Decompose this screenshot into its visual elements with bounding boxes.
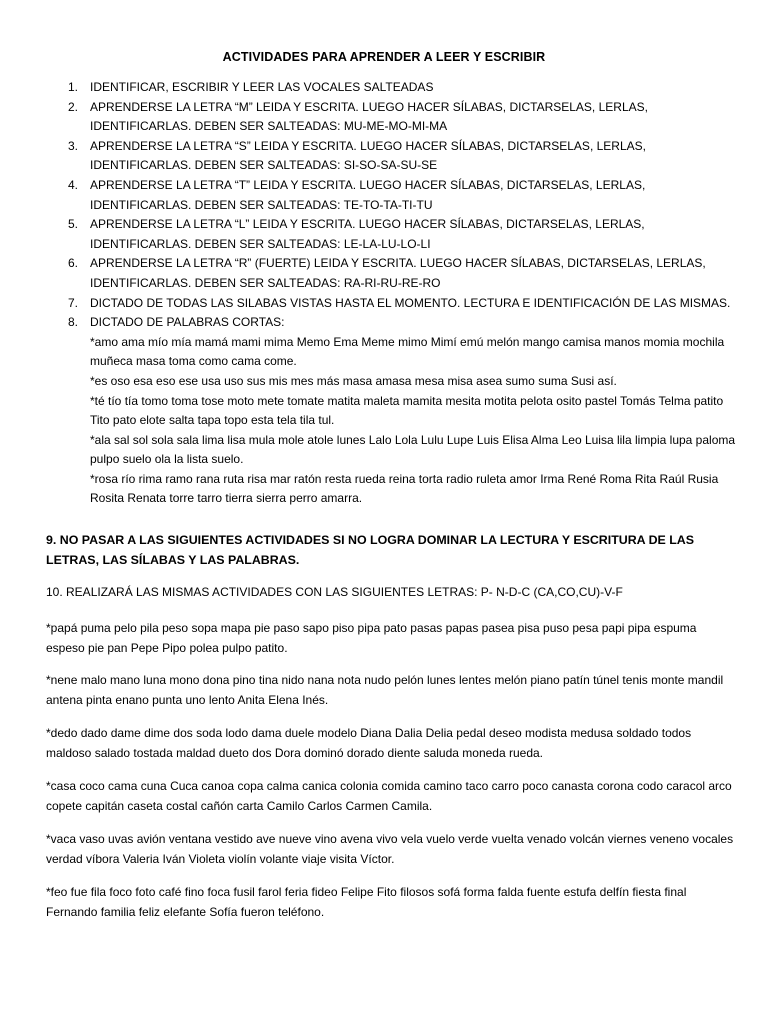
list-item — [62, 215, 742, 254]
item-text: DICTADO DE PALABRAS CORTAS: — [90, 315, 285, 330]
item-text: APRENDERSE LA LETRA “M” LEIDA Y ESCRITA. LUEGO HACER SÍLABAS, DICTARSELAS, LERLAS, IDENTIFICARLAS. DEBEN SER SALTEADAS: MU-ME-MO-MI-MA — [90, 99, 648, 134]
word-paragraph-v: *vaca vaso uvas avión ventana vestido ave nueve vino avena vivo vela vuelo verde vuelta venado volcán viernes veneno vocales verdad víbora Valeria Iván Violeta violín volante viaje visita Víctor. — [46, 832, 734, 866]
instruction-point-10: 10. REALIZARÁ LAS MISMAS ACTIVIDADES CON LAS SIGUIENTES LETRAS: P- N-D-C (CA,CO,CU)-V-F — [46, 585, 623, 599]
item-number: 4. — [68, 177, 79, 192]
item-text: APRENDERSE LA LETRA “T” LEIDA Y ESCRITA. LUEGO HACER SÍLABAS, DICTARSELAS, LERLAS, IDENTIFICARLAS. DEBEN SER SALTEADAS: TE-TO-TA-TI-TU — [90, 177, 646, 212]
word-group: *amo ama mío mía mamá mami mima Memo Ema Meme mimo Mimí emú melón mango camisa manos momia mochila muñeca masa toma como cama come. — [90, 334, 725, 369]
item-number: 5. — [68, 217, 79, 232]
item-number: 2. — [68, 99, 79, 114]
activities-list — [62, 78, 742, 509]
item-text: IDENTIFICAR, ESCRIBIR Y LEER LAS VOCALES SALTEADAS — [90, 80, 434, 94]
word-group: *es oso esa eso ese usa uso sus mis mes más masa amasa mesa misa asea sumo suma Susi así. — [90, 373, 617, 388]
list-item — [62, 98, 742, 137]
list-item — [62, 78, 742, 98]
word-group: *ala sal sol sola sala lima lisa mula mole atole lunes Lalo Lola Lulu Lupe Luis Elisa Alma Leo Luisa lila limpia lupa paloma pulpo suelo ola la lista suelo. — [90, 432, 736, 467]
item-text: APRENDERSE LA LETRA “S” LEIDA Y ESCRITA. LUEGO HACER SÍLABAS, DICTARSELAS, LERLAS, IDENTIFICARLAS. DEBEN SER SALTEADAS: SI-SO-SA-SU-SE — [90, 138, 646, 173]
word-paragraph-d: *dedo dado dame dime dos soda lodo dama duele modelo Diana Dalia Delia pedal deseo modista medusa soldado todos maldoso salado tostada maldad dueto dos Dora dominó dorado diente saluda moneda rueda. — [46, 726, 692, 760]
document-title: ACTIVIDADES PARA APRENDER A LEER Y ESCRIBIR — [222, 50, 546, 64]
word-paragraph-c: *casa coco cama cuna Cuca canoa copa calma canica colonia comida camino taco carro poco canasta corona codo caracol arco copete capitán caseta costal cañón carta Camilo Carlos Carmen Camila. — [46, 779, 732, 813]
list-item — [62, 313, 742, 509]
word-paragraph-p: *papá puma pelo pila peso sopa mapa pie paso sapo piso pipa pato pasas papas pasea pisa puso pesa papi pipa espuma espeso pie pan Pepe Pipo polea pulpo patito. — [46, 621, 697, 655]
word-paragraph-f: *feo fue fila foco foto café fino foca fusil farol feria fideo Felipe Fito filosos sofá forma falda fuente estufa delfín fiesta final Fernando familia feliz elefante Sofía fueron teléfono. — [46, 885, 687, 919]
item-text: DICTADO DE TODAS LAS SILABAS VISTAS HASTA EL MOMENTO. LECTURA E IDENTIFICACIÓN DE LAS MISMAS. — [90, 295, 731, 310]
item-number: 8. — [68, 315, 79, 330]
item-number: 7. — [68, 295, 79, 310]
item-number: 1. — [68, 80, 79, 94]
list-item — [62, 137, 742, 176]
list-item — [62, 254, 742, 293]
item-text: APRENDERSE LA LETRA “R” (FUERTE) LEIDA Y ESCRITA. LUEGO HACER SÍLABAS, DICTARSELAS, LERLAS, IDENTIFICARLAS. DEBEN SER SALTEADAS: RA-RI-RU-RE-RO — [90, 256, 706, 290]
item-text: APRENDERSE LA LETRA “L” LEIDA Y ESCRITA. LUEGO HACER SÍLABAS, DICTARSELAS, LERLAS, IDENTIFICARLAS. DEBEN SER SALTEADAS: LE-LA-LU-LO-LI — [90, 217, 645, 251]
warning-point-9: 9. NO PASAR A LAS SIGUIENTES ACTIVIDADES SI NO LOGRA DOMINAR LA LECTURA Y ESCRITURA DE LAS LETRAS, LAS SÍLABAS Y LAS PALABRAS. — [46, 533, 695, 567]
item-number: 6. — [68, 256, 79, 271]
word-group: *té tío tía tomo toma tose moto mete tomate matita maleta mamita mesita motita pelota osito pastel Tomás Telma patito Tito pato elote salta tapa topo esta tela tila tul. — [90, 393, 724, 428]
list-item — [62, 176, 742, 215]
word-group: *rosa río rima ramo rana ruta risa mar ratón resta rueda reina torta radio ruleta amor Irma René Roma Rita Raúl Rusia Rosita Renata torre tarro tierra sierra perro amarra. — [90, 471, 719, 506]
item-number: 3. — [68, 138, 79, 153]
list-item — [62, 294, 742, 314]
word-paragraph-n: *nene malo mano luna mono dona pino tina nido nana nota nudo pelón lunes lentes melón piano patín túnel tenis monte mandil antena pinta enano punta uno lento Anita Elena Inés. — [46, 673, 724, 707]
